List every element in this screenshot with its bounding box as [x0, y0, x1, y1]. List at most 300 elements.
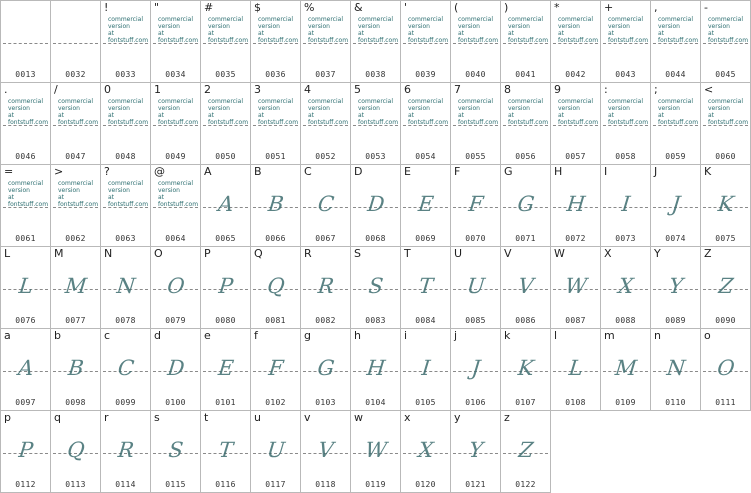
- glyph-cell: [551, 165, 601, 247]
- commercial-version-note: [508, 16, 548, 44]
- font-glyph-sample: H: [565, 192, 587, 216]
- cell-character: 5: [354, 83, 361, 96]
- cell-character: s: [154, 411, 160, 424]
- character-code: 0061: [15, 234, 36, 243]
- note-line: commercial: [508, 16, 543, 23]
- note-line: commercial: [408, 16, 443, 23]
- note-line: fontstuff.com: [58, 201, 99, 208]
- glyph-cell: [651, 329, 701, 411]
- glyph-cell: [451, 83, 501, 165]
- glyph-cell: [51, 0, 101, 83]
- note-line: version: [658, 23, 680, 30]
- font-glyph-sample: E: [417, 192, 435, 216]
- note-line: version: [108, 105, 130, 112]
- note-line: fontstuff.com: [158, 37, 199, 44]
- cell-character: l: [554, 329, 558, 342]
- baseline-dashed-line: [453, 43, 498, 44]
- note-line: fontstuff.com: [208, 119, 249, 126]
- character-code: 0079: [165, 316, 186, 325]
- character-code: 0087: [565, 316, 586, 325]
- character-code: 0038: [365, 70, 386, 79]
- character-code: 0075: [715, 234, 736, 243]
- font-glyph-sample: X: [417, 438, 435, 462]
- font-glyph-sample: C: [116, 356, 136, 380]
- glyph-cell: [201, 247, 251, 329]
- baseline-dashed-line: [303, 43, 348, 44]
- cell-character: A: [204, 165, 212, 178]
- glyph-cell: [651, 83, 701, 165]
- font-glyph-sample: E: [217, 356, 235, 380]
- glyph-cell: [701, 329, 751, 411]
- commercial-version-note: [658, 98, 698, 126]
- font-glyph-sample: T: [217, 438, 235, 462]
- note-line: fontstuff.com: [358, 119, 399, 126]
- note-line: at: [508, 30, 515, 37]
- character-code: 0102: [265, 398, 286, 407]
- note-line: commercial: [308, 16, 343, 23]
- note-line: at: [208, 30, 215, 37]
- glyph-cell: [451, 0, 501, 83]
- glyph-cell: [0, 329, 51, 411]
- note-line: version: [308, 105, 330, 112]
- font-glyph-sample: N: [115, 274, 137, 298]
- commercial-version-note: [158, 98, 198, 126]
- glyph-cell: [451, 329, 501, 411]
- note-line: at: [358, 30, 365, 37]
- character-code: 0121: [465, 480, 486, 489]
- character-code: 0090: [715, 316, 736, 325]
- note-line: at: [208, 112, 215, 119]
- character-code: 0057: [565, 152, 586, 161]
- note-line: commercial: [258, 98, 293, 105]
- cell-character: 4: [304, 83, 311, 96]
- character-code: 0072: [565, 234, 586, 243]
- cell-character: #: [204, 1, 214, 14]
- note-line: at: [408, 112, 415, 119]
- commercial-version-note: [558, 16, 598, 44]
- note-line: at: [158, 194, 165, 201]
- glyph-cell: [401, 247, 451, 329]
- note-line: fontstuff.com: [508, 119, 549, 126]
- baseline-dashed-line: [403, 125, 448, 126]
- note-line: fontstuff.com: [158, 119, 199, 126]
- baseline-dashed-line: [353, 43, 398, 44]
- font-glyph-sample: D: [166, 356, 186, 380]
- font-glyph-sample: F: [467, 192, 485, 216]
- glyph-cell: [101, 0, 151, 83]
- glyph-cell: [201, 0, 251, 83]
- cell-character: G: [504, 165, 513, 178]
- character-code: 0106: [465, 398, 486, 407]
- note-line: at: [258, 112, 265, 119]
- note-line: fontstuff.com: [108, 119, 149, 126]
- note-line: at: [508, 112, 515, 119]
- glyph-cell: [501, 247, 551, 329]
- cell-character: <: [704, 83, 714, 96]
- note-line: version: [558, 23, 580, 30]
- glyph-cell: [551, 83, 601, 165]
- glyph-cell: [351, 165, 401, 247]
- glyph-cell: [101, 83, 151, 165]
- cell-character: T: [404, 247, 411, 260]
- note-line: at: [258, 30, 265, 37]
- cell-character: 6: [404, 83, 411, 96]
- glyph-cell: [651, 0, 701, 83]
- font-glyph-sample: A: [217, 192, 235, 216]
- glyph-cell: [551, 0, 601, 83]
- note-line: commercial: [408, 98, 443, 105]
- character-code: 0071: [515, 234, 536, 243]
- note-line: version: [158, 23, 180, 30]
- font-glyph-sample: R: [116, 438, 136, 462]
- note-line: at: [658, 112, 665, 119]
- commercial-version-note: [8, 180, 48, 208]
- note-line: fontstuff.com: [558, 37, 599, 44]
- font-glyph-sample: T: [417, 274, 435, 298]
- note-line: fontstuff.com: [158, 201, 199, 208]
- cell-character: b: [54, 329, 61, 342]
- note-line: version: [658, 105, 680, 112]
- glyph-cell: [251, 165, 301, 247]
- note-line: version: [708, 23, 730, 30]
- glyph-cell: [301, 247, 351, 329]
- commercial-version-note: [508, 98, 548, 126]
- baseline-dashed-line: [203, 43, 248, 44]
- note-line: commercial: [58, 98, 93, 105]
- cell-character: v: [304, 411, 311, 424]
- note-line: at: [8, 194, 15, 201]
- cell-character: .: [4, 83, 8, 96]
- cell-character: @: [154, 165, 165, 178]
- glyph-cell: [151, 247, 201, 329]
- glyph-cell: [501, 83, 551, 165]
- font-glyph-sample: B: [267, 192, 285, 216]
- font-glyph-sample: D: [366, 192, 386, 216]
- cell-character: L: [4, 247, 11, 260]
- note-line: fontstuff.com: [258, 119, 299, 126]
- character-code: 0108: [565, 398, 586, 407]
- glyph-cell: [601, 0, 651, 83]
- cell-character: g: [304, 329, 311, 342]
- cell-character: ': [404, 1, 408, 14]
- glyph-cell: [351, 83, 401, 165]
- glyph-cell: [651, 247, 701, 329]
- glyph-cell: [701, 0, 751, 83]
- cell-character: /: [54, 83, 58, 96]
- note-line: version: [408, 23, 430, 30]
- font-glyph-sample: R: [316, 274, 336, 298]
- cell-character: 3: [254, 83, 261, 96]
- baseline-dashed-line: [153, 125, 198, 126]
- cell-character: i: [404, 329, 408, 342]
- note-line: at: [358, 112, 365, 119]
- baseline-dashed-line: [153, 207, 198, 208]
- baseline-dashed-line: [253, 43, 298, 44]
- note-line: fontstuff.com: [408, 37, 449, 44]
- cell-character: q: [54, 411, 61, 424]
- font-glyph-sample: O: [166, 274, 186, 298]
- note-line: commercial: [58, 180, 93, 187]
- note-line: at: [58, 112, 65, 119]
- character-code: 0047: [65, 152, 86, 161]
- note-line: version: [608, 23, 630, 30]
- note-line: commercial: [158, 98, 193, 105]
- commercial-version-note: [408, 16, 448, 44]
- commercial-version-note: [58, 180, 98, 208]
- character-code: 0044: [665, 70, 686, 79]
- baseline-dashed-line: [703, 43, 748, 44]
- note-line: version: [358, 105, 380, 112]
- note-line: version: [458, 105, 480, 112]
- cell-character: f: [254, 329, 258, 342]
- note-line: version: [258, 23, 280, 30]
- commercial-version-note: [358, 98, 398, 126]
- baseline-dashed-line: [3, 207, 48, 208]
- glyph-cell: [701, 165, 751, 247]
- character-code: 0043: [615, 70, 636, 79]
- character-code: 0040: [465, 70, 486, 79]
- glyph-cell: [301, 0, 351, 83]
- baseline-dashed-line: [53, 125, 98, 126]
- note-line: commercial: [158, 16, 193, 23]
- character-code: 0115: [165, 480, 186, 489]
- character-code: 0080: [215, 316, 236, 325]
- font-glyph-sample: Y: [667, 274, 685, 298]
- cell-character: M: [54, 247, 64, 260]
- commercial-version-note: [158, 180, 198, 208]
- character-code: 0054: [415, 152, 436, 161]
- cell-character: E: [404, 165, 411, 178]
- character-code: 0034: [165, 70, 186, 79]
- note-line: commercial: [558, 98, 593, 105]
- character-code: 0066: [265, 234, 286, 243]
- note-line: version: [8, 187, 30, 194]
- cell-character: Z: [704, 247, 712, 260]
- font-glyph-sample: S: [167, 438, 185, 462]
- commercial-version-note: [558, 98, 598, 126]
- font-glyph-sample: U: [265, 438, 287, 462]
- note-line: commercial: [258, 16, 293, 23]
- character-code: 0099: [115, 398, 136, 407]
- font-glyph-sample: O: [716, 356, 736, 380]
- character-code: 0069: [415, 234, 436, 243]
- note-line: at: [558, 30, 565, 37]
- font-glyph-sample: C: [316, 192, 336, 216]
- character-code: 0077: [65, 316, 86, 325]
- character-code: 0073: [615, 234, 636, 243]
- cell-character: a: [4, 329, 11, 342]
- glyph-cell: [251, 0, 301, 83]
- note-line: fontstuff.com: [508, 37, 549, 44]
- commercial-version-note: [208, 98, 248, 126]
- cell-character: -: [704, 1, 708, 14]
- glyph-cell: [601, 247, 651, 329]
- cell-character: H: [554, 165, 563, 178]
- cell-character: 0: [104, 83, 111, 96]
- font-glyph-sample: N: [665, 356, 687, 380]
- cell-character: F: [454, 165, 461, 178]
- note-line: at: [158, 112, 165, 119]
- baseline-dashed-line: [653, 43, 698, 44]
- commercial-version-note: [308, 98, 348, 126]
- note-line: fontstuff.com: [708, 119, 749, 126]
- character-code: 0063: [115, 234, 136, 243]
- note-line: version: [458, 23, 480, 30]
- note-line: commercial: [8, 98, 43, 105]
- baseline-dashed-line: [103, 207, 148, 208]
- glyph-cell: [0, 165, 51, 247]
- note-line: commercial: [558, 16, 593, 23]
- note-line: at: [458, 30, 465, 37]
- cell-character: P: [204, 247, 211, 260]
- glyph-cell: [101, 329, 151, 411]
- cell-character: 9: [554, 83, 561, 96]
- glyph-cell: [301, 329, 351, 411]
- commercial-version-note: [208, 16, 248, 44]
- note-line: commercial: [608, 16, 643, 23]
- glyph-cell: [201, 83, 251, 165]
- font-glyph-sample: M: [63, 274, 89, 298]
- character-code: 0048: [115, 152, 136, 161]
- character-code: 0082: [315, 316, 336, 325]
- note-line: at: [58, 194, 65, 201]
- character-code: 0117: [265, 480, 286, 489]
- glyph-cell: [0, 83, 51, 165]
- font-glyph-sample: P: [217, 274, 235, 298]
- cell-character: $: [254, 1, 261, 14]
- character-code: 0060: [715, 152, 736, 161]
- font-glyph-sample: G: [516, 192, 536, 216]
- note-line: at: [108, 194, 115, 201]
- note-line: commercial: [658, 16, 693, 23]
- cell-character: +: [604, 1, 614, 14]
- character-code: 0055: [465, 152, 486, 161]
- commercial-version-note: [8, 98, 48, 126]
- character-code: 0053: [365, 152, 386, 161]
- font-glyph-sample: M: [613, 356, 639, 380]
- font-glyph-sample: W: [363, 438, 389, 462]
- note-line: commercial: [658, 98, 693, 105]
- note-line: at: [708, 30, 715, 37]
- note-line: commercial: [358, 16, 393, 23]
- font-glyph-sample: J: [470, 356, 482, 380]
- character-code: 0035: [215, 70, 236, 79]
- cell-character: d: [154, 329, 161, 342]
- note-line: at: [658, 30, 665, 37]
- glyph-cell: [51, 247, 101, 329]
- character-code: 0067: [315, 234, 336, 243]
- glyph-cell: [451, 247, 501, 329]
- character-code: 0119: [365, 480, 386, 489]
- note-line: at: [108, 112, 115, 119]
- character-code: 0033: [115, 70, 136, 79]
- font-glyph-sample: F: [267, 356, 285, 380]
- cell-character: O: [154, 247, 163, 260]
- baseline-dashed-line: [403, 43, 448, 44]
- cell-character: S: [354, 247, 361, 260]
- note-line: fontstuff.com: [258, 37, 299, 44]
- character-code: 0107: [515, 398, 536, 407]
- glyph-cell: [151, 165, 201, 247]
- baseline-dashed-line: [503, 125, 548, 126]
- glyph-cell: [251, 329, 301, 411]
- character-code: 0042: [565, 70, 586, 79]
- glyph-cell: [501, 0, 551, 83]
- glyph-cell: [151, 0, 201, 83]
- character-code: 0045: [715, 70, 736, 79]
- character-code: 0103: [315, 398, 336, 407]
- glyph-cell: [401, 165, 451, 247]
- glyph-cell: [401, 329, 451, 411]
- character-code: 0058: [615, 152, 636, 161]
- baseline-dashed-line: [553, 43, 598, 44]
- cell-character: %: [304, 1, 315, 14]
- baseline-dashed-line: [253, 125, 298, 126]
- note-line: commercial: [208, 16, 243, 23]
- baseline-dashed-line: [103, 125, 148, 126]
- note-line: at: [458, 112, 465, 119]
- cell-character: >: [54, 165, 64, 178]
- note-line: version: [158, 187, 180, 194]
- character-code: 0122: [515, 480, 536, 489]
- font-glyph-sample: B: [67, 356, 85, 380]
- character-code: 0100: [165, 398, 186, 407]
- glyph-cell: [201, 165, 251, 247]
- cell-character: V: [504, 247, 512, 260]
- note-line: fontstuff.com: [108, 201, 149, 208]
- character-code: 0097: [15, 398, 36, 407]
- glyph-cell: [551, 247, 601, 329]
- cell-character: (: [454, 1, 459, 14]
- cell-character: U: [454, 247, 463, 260]
- character-code: 0105: [415, 398, 436, 407]
- glyph-cell: [301, 83, 351, 165]
- note-line: at: [108, 30, 115, 37]
- note-line: version: [608, 105, 630, 112]
- baseline-dashed-line: [53, 207, 98, 208]
- commercial-version-note: [408, 98, 448, 126]
- commercial-version-note: [658, 16, 698, 44]
- cell-character: z: [504, 411, 510, 424]
- note-line: fontstuff.com: [108, 37, 149, 44]
- font-glyph-sample: K: [716, 192, 736, 216]
- character-code: 0041: [515, 70, 536, 79]
- character-code: 0110: [665, 398, 686, 407]
- font-glyph-sample: Q: [66, 438, 86, 462]
- cell-character: Y: [654, 247, 661, 260]
- note-line: version: [108, 23, 130, 30]
- character-code: 0111: [715, 398, 736, 407]
- baseline-dashed-line: [3, 43, 48, 44]
- note-line: version: [508, 23, 530, 30]
- font-glyph-sample: X: [617, 274, 635, 298]
- glyph-cell: [101, 165, 151, 247]
- glyph-cell: [601, 329, 651, 411]
- character-code: 0104: [365, 398, 386, 407]
- note-line: version: [258, 105, 280, 112]
- character-code: 0083: [365, 316, 386, 325]
- cell-character: *: [554, 1, 560, 14]
- font-glyph-sample: U: [465, 274, 487, 298]
- character-code: 0116: [215, 480, 236, 489]
- glyph-cell: [701, 83, 751, 165]
- commercial-version-note: [58, 98, 98, 126]
- character-code: 0114: [115, 480, 136, 489]
- cell-character: ;: [654, 83, 658, 96]
- cell-character: =: [4, 165, 14, 178]
- commercial-version-note: [108, 16, 148, 44]
- font-glyph-sample: A: [17, 356, 35, 380]
